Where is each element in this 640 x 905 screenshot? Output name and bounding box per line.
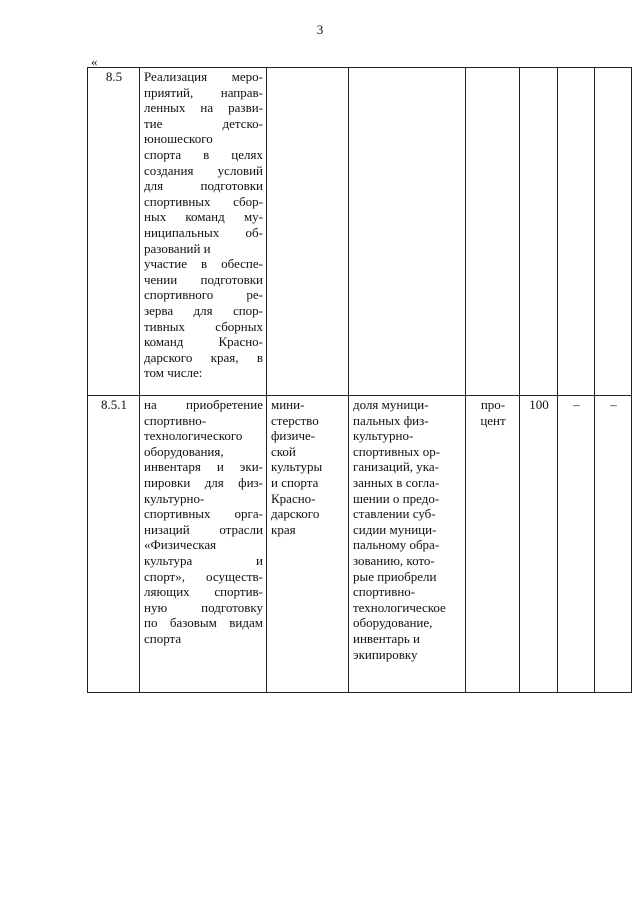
text-line: Реализация меро-	[144, 69, 263, 84]
text-line: ляющих спортив-	[144, 584, 263, 600]
text-line: ганизаций, ука-	[353, 459, 440, 475]
text-line: мини-	[271, 397, 305, 412]
text-line: инвентарь и	[353, 630, 420, 646]
text-line: на приобретение	[144, 397, 263, 412]
measure-description-cell	[140, 396, 267, 693]
text-line: низаций отрасли	[144, 521, 263, 537]
text-line: зерва для спор-	[144, 302, 263, 318]
executor-cell	[267, 396, 349, 693]
text-line: цент	[480, 412, 506, 428]
text-line: технологическое	[353, 599, 446, 615]
text-line: культура и	[144, 552, 263, 568]
text-line: «Физическая	[144, 537, 217, 553]
text-line: спортивных ор-	[353, 443, 441, 459]
text-line: ской	[271, 443, 296, 459]
text-line: спортивно-	[353, 584, 416, 600]
row-number-cell: 8.5	[88, 68, 140, 396]
unit-cell	[466, 396, 520, 693]
text-line: спорта в целях	[144, 146, 263, 162]
text-line: тивных сборных	[144, 318, 263, 334]
text-line: ставлении суб-	[353, 506, 436, 522]
text-line: шении о предо-	[353, 490, 440, 506]
text-line: разований и	[144, 240, 211, 256]
table-row	[88, 68, 632, 396]
text-line: зованию, кото-	[353, 552, 435, 568]
text-line: про-	[480, 397, 506, 412]
text-line: инвентаря и эки-	[144, 459, 263, 475]
unit-cell	[466, 68, 520, 396]
text-line: юношеского	[144, 131, 213, 147]
text-line: создания условий	[144, 162, 263, 178]
text-line: культурно-	[353, 428, 414, 444]
text-line: сидии муници-	[353, 521, 437, 537]
text-line: рые приобрели	[353, 568, 437, 584]
text-line: ниципальных об-	[144, 224, 263, 240]
text-line: пальных физ-	[353, 412, 429, 428]
text-line: экипировку	[353, 646, 418, 662]
text-line: приятий, направ-	[144, 84, 263, 100]
text-line: спортивных орга-	[144, 506, 263, 522]
text-line: стерство	[271, 412, 319, 428]
text-line: культуры	[271, 459, 323, 475]
text-line: том числе:	[144, 365, 203, 381]
text-line: оборудования,	[144, 443, 224, 459]
page-number: 3	[316, 22, 324, 37]
text-line: спорта	[144, 630, 182, 646]
executor-cell	[267, 68, 349, 396]
value-cell	[520, 68, 558, 396]
text-line: и спорта	[271, 474, 319, 490]
text-line: дарского	[271, 506, 320, 522]
text-line: по базовым видам	[144, 615, 263, 631]
text-line: технологического	[144, 428, 243, 444]
text-line: ных команд му-	[144, 209, 263, 225]
value-cell: 100	[520, 396, 558, 693]
table-row	[88, 396, 632, 693]
text-line: спортивного ре-	[144, 287, 263, 303]
text-line: спортивных сбор-	[144, 193, 263, 209]
text-line: края	[271, 521, 296, 537]
text-line: для подготовки	[144, 178, 263, 194]
text-line: культурно-	[144, 490, 205, 506]
text-line: пировки для физ-	[144, 474, 263, 490]
indicator-cell	[349, 396, 466, 693]
text-line: занных в согла-	[353, 474, 440, 490]
text-line: тие детско-	[144, 115, 263, 131]
text-line: Красно-	[271, 490, 316, 506]
text-line: команд Красно-	[144, 334, 263, 350]
measure-description-cell	[140, 68, 267, 396]
opening-quote-mark: «	[91, 54, 98, 69]
year-value-cell: –	[558, 396, 595, 693]
indicator-cell	[349, 68, 466, 396]
text-line: пальному обра-	[353, 537, 440, 553]
text-line: спорт», осуществ-	[144, 568, 263, 584]
text-line: участие в обеспе-	[144, 256, 263, 272]
text-line: дарского края, в	[144, 349, 263, 365]
text-line: спортивно-	[144, 412, 207, 428]
year-value-cell	[558, 68, 595, 396]
text-line: ленных на разви-	[144, 100, 263, 116]
year-value-cell: –	[595, 396, 632, 693]
text-line: физиче-	[271, 428, 316, 444]
text-line: оборудование,	[353, 615, 433, 631]
row-number-cell: 8.5.1	[88, 396, 140, 693]
text-line: чении подготовки	[144, 271, 263, 287]
program-table	[87, 67, 632, 693]
text-line: доля муници-	[353, 397, 429, 412]
text-line: ную подготовку	[144, 599, 263, 615]
year-value-cell	[595, 68, 632, 396]
